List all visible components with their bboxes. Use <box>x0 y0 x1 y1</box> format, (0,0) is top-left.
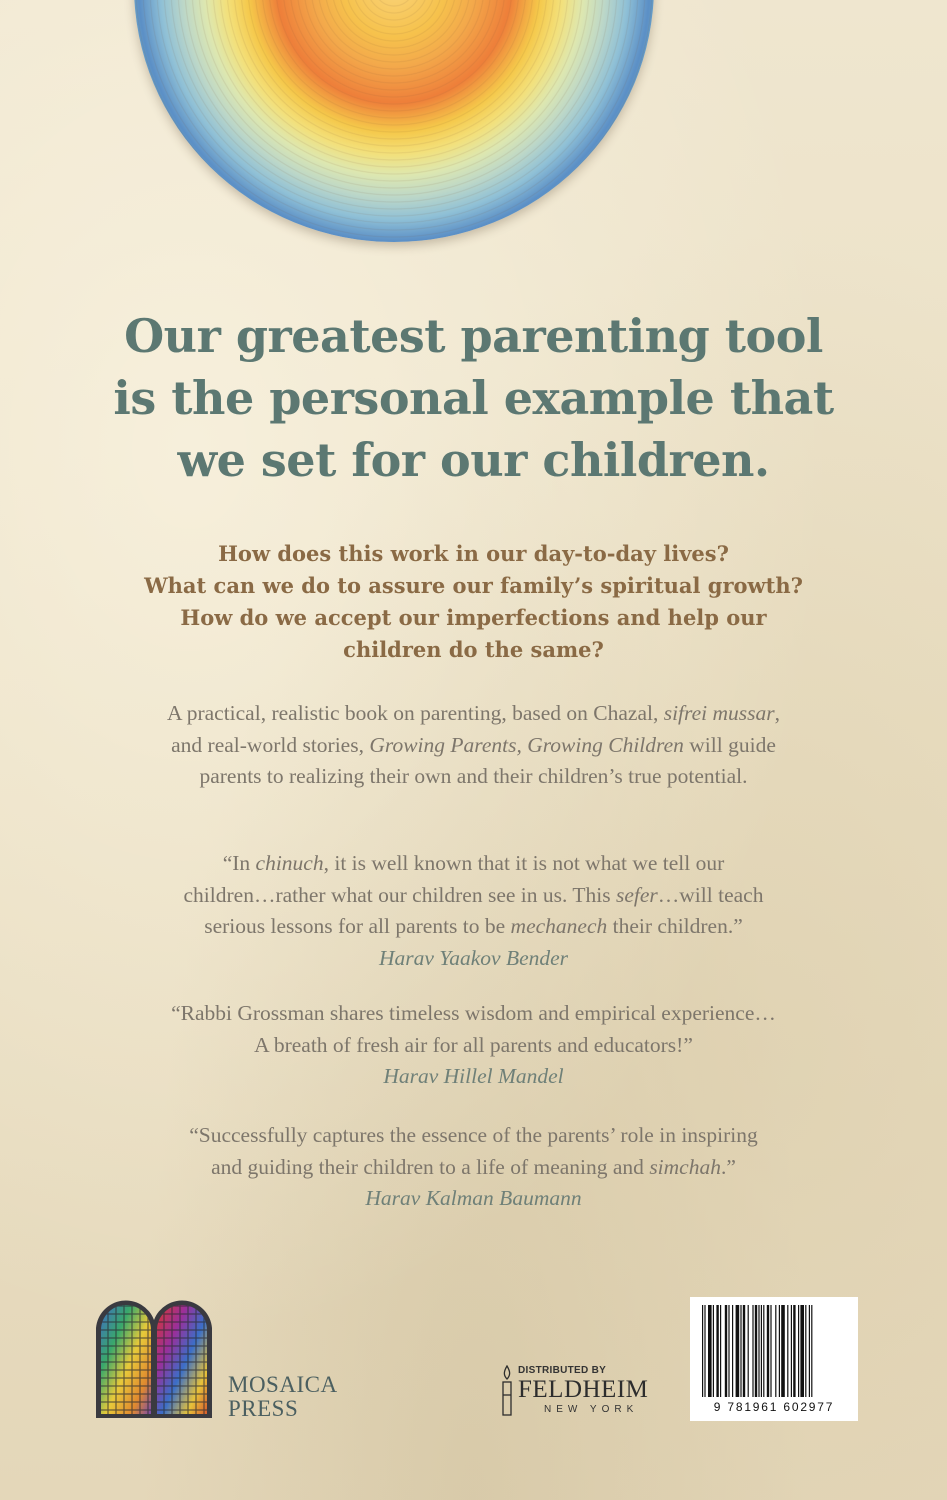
headline-line: Our greatest parenting tool <box>124 309 823 363</box>
barcode-bar <box>720 1305 721 1397</box>
headline-line: is the personal example that <box>113 371 834 425</box>
barcode-bar <box>805 1305 806 1397</box>
quote-attribution: Harav Yaakov Bender <box>378 945 569 970</box>
barcode-bar <box>779 1305 780 1397</box>
italic-term: sefer <box>615 882 658 907</box>
description-line: parents to realizing their own and their children’s true potential. <box>199 764 748 788</box>
quote-line <box>60 911 887 943</box>
text-run: .” <box>720 1154 736 1179</box>
isbn-number: 9 781961 602977 <box>713 1400 835 1414</box>
italic-term: sifrei mussar <box>663 701 775 725</box>
distributed-by-label: DISTRIBUTED BY <box>518 1365 607 1376</box>
quote-line: “Successfully captures the essence of the parents’ role in inspiring <box>189 1123 758 1147</box>
tree-ring-lines <box>134 0 654 242</box>
endorsement-quote <box>60 1120 887 1215</box>
barcode-bars <box>700 1305 848 1397</box>
barcode-bar <box>702 1305 703 1397</box>
barcode-bar <box>728 1305 729 1397</box>
barcode-bar <box>781 1305 785 1397</box>
text-run: and guiding their children to a life of meaning and <box>211 1154 650 1179</box>
distributor-city: NEW YORK <box>544 1404 639 1415</box>
quote-line <box>60 1152 887 1184</box>
barcode-bar <box>791 1305 792 1397</box>
headline-line: we set for our children. <box>177 433 770 487</box>
barcode-bar <box>787 1305 788 1397</box>
questions-block <box>60 538 887 666</box>
text-run: and real-world stories, <box>171 732 370 757</box>
barcode-bar <box>736 1305 740 1397</box>
publisher-line: MOSAICA <box>228 1372 338 1397</box>
headline <box>40 305 907 491</box>
barcode-bar <box>767 1305 769 1397</box>
italic-term: chinuch <box>255 851 324 875</box>
question-line: How do we accept our imperfections and help our <box>180 605 767 630</box>
barcode-bar <box>748 1305 749 1397</box>
barcode-bar <box>752 1305 753 1397</box>
barcode-bar <box>763 1305 764 1397</box>
book-description <box>60 698 887 793</box>
barcode-bar <box>811 1305 812 1397</box>
text-run: A practical, realistic book on parenting, based on Chazal, <box>166 701 664 725</box>
distributor-logo <box>500 1365 650 1420</box>
barcode-bar <box>732 1305 733 1397</box>
text-run: “In <box>222 851 256 875</box>
description-line <box>60 698 887 730</box>
text-run: , it is well known that it is not what we tell our <box>323 851 725 875</box>
barcode-bar <box>725 1305 727 1397</box>
barcode-bar <box>704 1305 705 1397</box>
quote-line: A breath of fresh air for all parents and educators!” <box>254 1032 693 1057</box>
candle-logo <box>500 1365 514 1417</box>
italic-term: mechanech <box>510 914 608 938</box>
question-line: children do the same? <box>343 637 604 662</box>
text-run: will guide <box>683 732 776 757</box>
text-run: their children.” <box>607 914 743 938</box>
quote-attribution: Harav Kalman Baumann <box>365 1186 582 1210</box>
question-line: What can we do to assure our family’s spiritual growth? <box>144 573 803 598</box>
barcode-bar <box>800 1305 804 1397</box>
question-line: How does this work in our day-to-day lives? <box>218 541 729 566</box>
mosaic-tablets-logo <box>92 1298 216 1420</box>
barcode-bar <box>740 1305 741 1397</box>
book-title: Growing Parents, Growing Children <box>369 732 684 757</box>
barcode-bar <box>793 1305 795 1397</box>
quote-line: “Rabbi Grossman shares timeless wisdom and empirical experience… <box>171 1001 776 1025</box>
quote-attribution: Harav Hillel Mandel <box>383 1064 564 1088</box>
italic-term: simchah <box>649 1154 721 1179</box>
quote-line <box>60 880 887 912</box>
barcode-bar <box>761 1305 762 1397</box>
barcode-bar <box>713 1305 714 1397</box>
text-run: , <box>774 701 780 725</box>
barcode-bar <box>716 1305 718 1397</box>
barcode <box>690 1297 858 1421</box>
barcode-bar <box>755 1305 757 1397</box>
barcode-bar <box>798 1305 799 1397</box>
distributor-name: FELDHEIM <box>518 1376 649 1403</box>
barcode-bar <box>809 1305 810 1397</box>
text-run: serious lessons for all parents to be <box>204 914 511 938</box>
barcode-bar <box>743 1305 745 1397</box>
text-run: …will teach <box>657 882 764 907</box>
barcode-bar <box>775 1305 776 1397</box>
publisher-name <box>228 1373 338 1421</box>
description-line <box>60 730 887 762</box>
barcode-bar <box>770 1305 771 1397</box>
endorsement-quote <box>60 848 887 974</box>
endorsement-quote <box>60 998 887 1093</box>
barcode-bar <box>758 1305 759 1397</box>
barcode-bar <box>708 1305 712 1397</box>
publisher-line: PRESS <box>228 1396 299 1421</box>
quote-line <box>60 848 887 880</box>
text-run: children…rather what our children see in us. This <box>183 882 616 907</box>
